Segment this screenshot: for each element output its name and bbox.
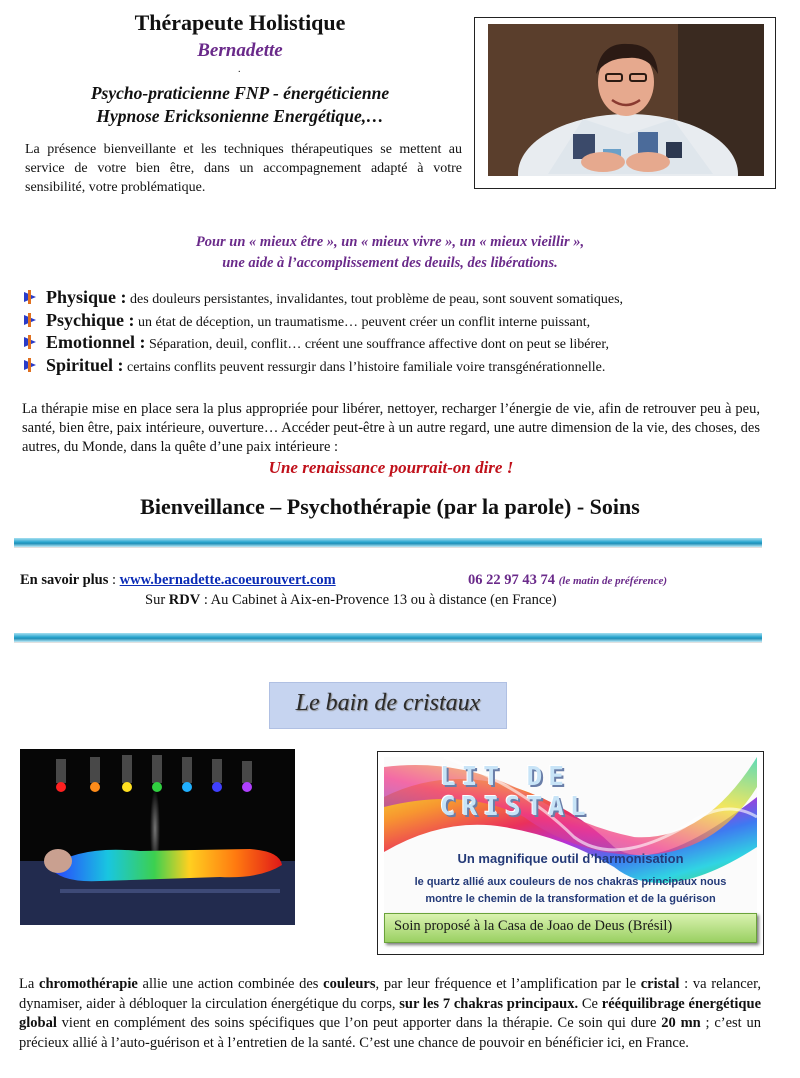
portrait-photo (488, 24, 764, 176)
rdv-label: RDV (168, 592, 201, 608)
text-run: vient en complément des soins spécifiques que l’on peut apporter dans la thérapie. Ce soin qui dure (56, 1015, 662, 1031)
term-text: Séparation, deuil, conflit… créent une souffrance affective dont on peut se libérer, (149, 337, 609, 352)
lit-de-cristal-title: LIT DE CRISTAL (440, 762, 592, 822)
text-run: : va relancer, dynamiser, aider à débloquer la circulation énergétique du corps, (19, 976, 761, 1012)
more-info-sep: : (108, 572, 120, 588)
bold-run: rééquilibrage énergétique global (19, 995, 762, 1031)
more-info-label: En savoir plus (20, 572, 109, 588)
lit-subtitle: Un magnifique outil d’harmonisation (457, 851, 684, 866)
qualification-line-2: Hypnose Ericksonienne Energétique,… (96, 106, 384, 126)
bold-run: sur les 7 chakras principaux. (399, 995, 579, 1012)
crystal-bed-photo (20, 749, 295, 925)
term-label: Spirituel : (46, 355, 124, 375)
rdv-text: : Au Cabinet à Aix-en-Provence 13 ou à distance (en France) (200, 592, 557, 608)
bold-run: 20 mn (661, 1015, 701, 1031)
text-run: ; c’est un précieux allié à l’auto-guérison et à l’entretien de la santé. C’est une chance de pouvoir en bénéficier ici, en France. (19, 1015, 761, 1051)
arrow-bullet-icon (22, 312, 38, 328)
phone-note: (le matin de préférence) (558, 575, 668, 587)
rebirth-tagline: Une renaissance pourrait-on dire ! (268, 458, 514, 477)
bold-run: couleurs (323, 976, 376, 992)
divider-bar-top (14, 538, 762, 548)
term-label: Emotionnel : (46, 332, 146, 352)
term-text: un état de déception, un traumatisme… peuvent créer un conflit interne puissant, (138, 315, 591, 330)
text-run: Ce (578, 995, 602, 1012)
lit-description-line-1: le quartz allié aux couleurs de nos chakras principaux nous (414, 876, 727, 888)
list-item-spirituel (22, 355, 782, 376)
term-label: Psychique : (46, 310, 135, 330)
arrow-bullet-icon (22, 357, 38, 373)
list-item-physique (22, 287, 782, 308)
term-text: certains conflits peuvent ressurgir dans l’histoire familiale voire transgénérationnelle. (127, 360, 606, 375)
chromotherapy-paragraph (19, 975, 761, 1053)
motto-line-2: une aide à l’accomplissement des deuils, des libérations. (222, 255, 558, 271)
list-item-emotionnel (22, 332, 782, 353)
intro-paragraph: La présence bienveillante et les techniques thérapeutiques se mettent au service de votre bien être, dans un accompagnement adapté à votre sensibilité, votre problématique. (25, 142, 462, 195)
divider-bar-bottom (14, 633, 762, 643)
term-label: Physique : (46, 287, 127, 307)
more-info-line (20, 572, 336, 589)
text-run: , par leur fréquence et l’amplification par le (375, 976, 641, 992)
page-title: Thérapeute Holistique (134, 10, 346, 35)
list-item-psychique (22, 310, 782, 331)
lit-description-line-2: montre le chemin de la transformation et de la guérison (425, 893, 716, 905)
qualification-line-1: Psycho-praticienne FNP - énergéticienne (90, 83, 390, 103)
services-heading: Bienveillance – Psychothérapie (par la parole) - Soins (140, 494, 640, 519)
motto-line-1: Pour un « mieux être », un « mieux vivre », un « mieux vieillir », (195, 234, 585, 250)
appointment-line (145, 592, 557, 609)
website-link[interactable]: www.bernadette.acoeurouvert.com (119, 572, 336, 588)
soin-banner-text: Soin proposé à la Casa de Joao de Deus (Brésil) (394, 918, 673, 934)
therapist-name: Bernadette (197, 40, 283, 61)
arrow-bullet-icon (22, 334, 38, 350)
arrow-bullet-icon (22, 289, 38, 305)
rdv-prefix: Sur (145, 592, 169, 608)
therapy-paragraph: La thérapie mise en place sera la plus appropriée pour libérer, nettoyer, recharger l’énergie de vie, afin de retrouver peu à peu, santé, bien être, paix intérieure, ouverture… Accéder peut-être à un autre regard, une autre dimension de la vie, des choses, des autres, du Monde, dans la quête d’une paix intérieure : (22, 401, 760, 455)
term-text: des douleurs persistantes, invalidantes, tout problème de peau, sont souvent somatiques, (130, 292, 624, 307)
motto (20, 232, 760, 274)
text-run: allie une action combinée des (137, 976, 324, 992)
phone-number[interactable]: 06 22 97 43 74 (468, 572, 555, 588)
crystal-bath-title: Le bain de cristaux (295, 690, 481, 716)
text-run: La (19, 976, 40, 992)
separator-dot: . (238, 64, 241, 75)
phone-line (468, 572, 667, 589)
bold-run: chromothérapie (39, 976, 138, 992)
bold-run: cristal (640, 976, 680, 992)
